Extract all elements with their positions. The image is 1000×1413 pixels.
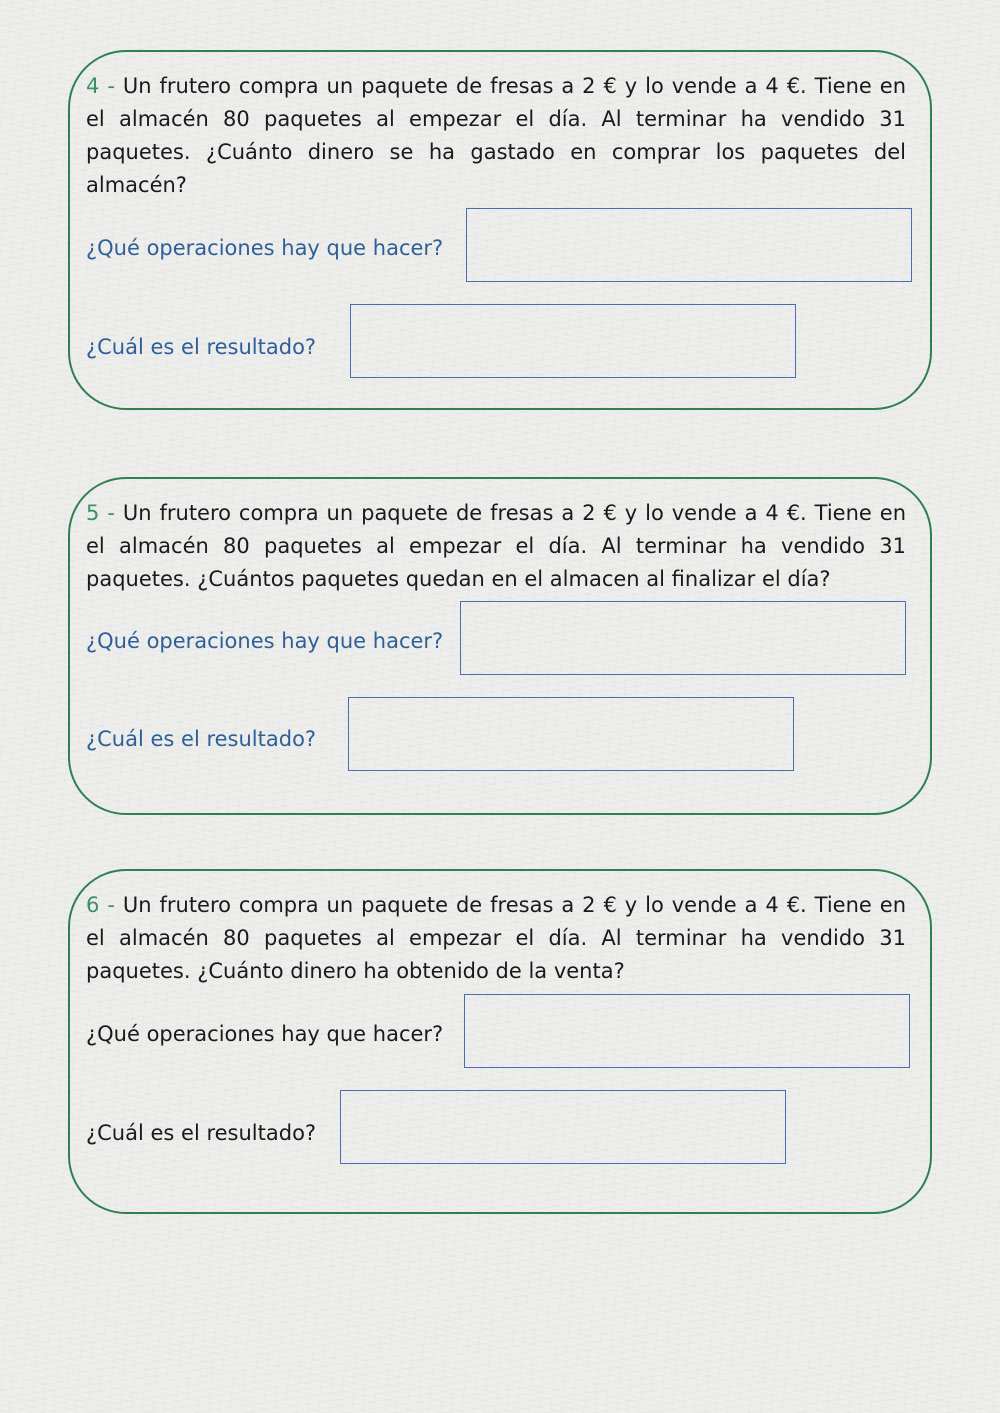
result-question-label: ¿Cuál es el resultado?: [86, 335, 317, 359]
problem-text: Un frutero compra un paquete de fresas a 2 € y lo vende a 4 €. Tiene en el almacén 80 paquetes al empezar el día. Al terminar ha vendido 31 paquetes. ¿Cuántos paquetes quedan en el almacen al finalizar el día?: [86, 501, 907, 591]
operations-question-label: ¿Qué operaciones hay que hacer?: [86, 629, 444, 653]
problem-card-5: [68, 477, 932, 815]
problem-statement: [86, 70, 906, 202]
operations-answer-input[interactable]: [466, 208, 912, 282]
problem-number: 5 -: [86, 501, 115, 525]
problem-card-6: [68, 869, 932, 1214]
result-answer-input[interactable]: [340, 1090, 786, 1164]
operations-answer-input[interactable]: [460, 601, 906, 675]
problem-text: Un frutero compra un paquete de fresas a 2 € y lo vende a 4 €. Tiene en el almacén 80 paquetes al empezar el día. Al terminar ha vendido 31 paquetes. ¿Cuánto dinero ha obtenido de la venta?: [86, 893, 907, 983]
problem-number: 6 -: [86, 893, 115, 917]
operations-answer-input[interactable]: [464, 994, 910, 1068]
operations-question-label: ¿Qué operaciones hay que hacer?: [86, 236, 444, 260]
problem-number: 4 -: [86, 74, 115, 98]
result-answer-input[interactable]: [350, 304, 796, 378]
result-question-label: ¿Cuál es el resultado?: [86, 1121, 317, 1145]
problem-card-4: [68, 50, 932, 410]
result-answer-input[interactable]: [348, 697, 794, 771]
problem-statement: [86, 889, 906, 988]
operations-question-label: ¿Qué operaciones hay que hacer?: [86, 1022, 444, 1046]
result-question-label: ¿Cuál es el resultado?: [86, 727, 317, 751]
problem-statement: [86, 497, 906, 596]
problem-text: Un frutero compra un paquete de fresas a 2 € y lo vende a 4 €. Tiene en el almacén 80 paquetes al empezar el día. Al terminar ha vendido 31 paquetes. ¿Cuánto dinero se ha gastado en comprar los paquetes del almacén?: [86, 74, 907, 197]
